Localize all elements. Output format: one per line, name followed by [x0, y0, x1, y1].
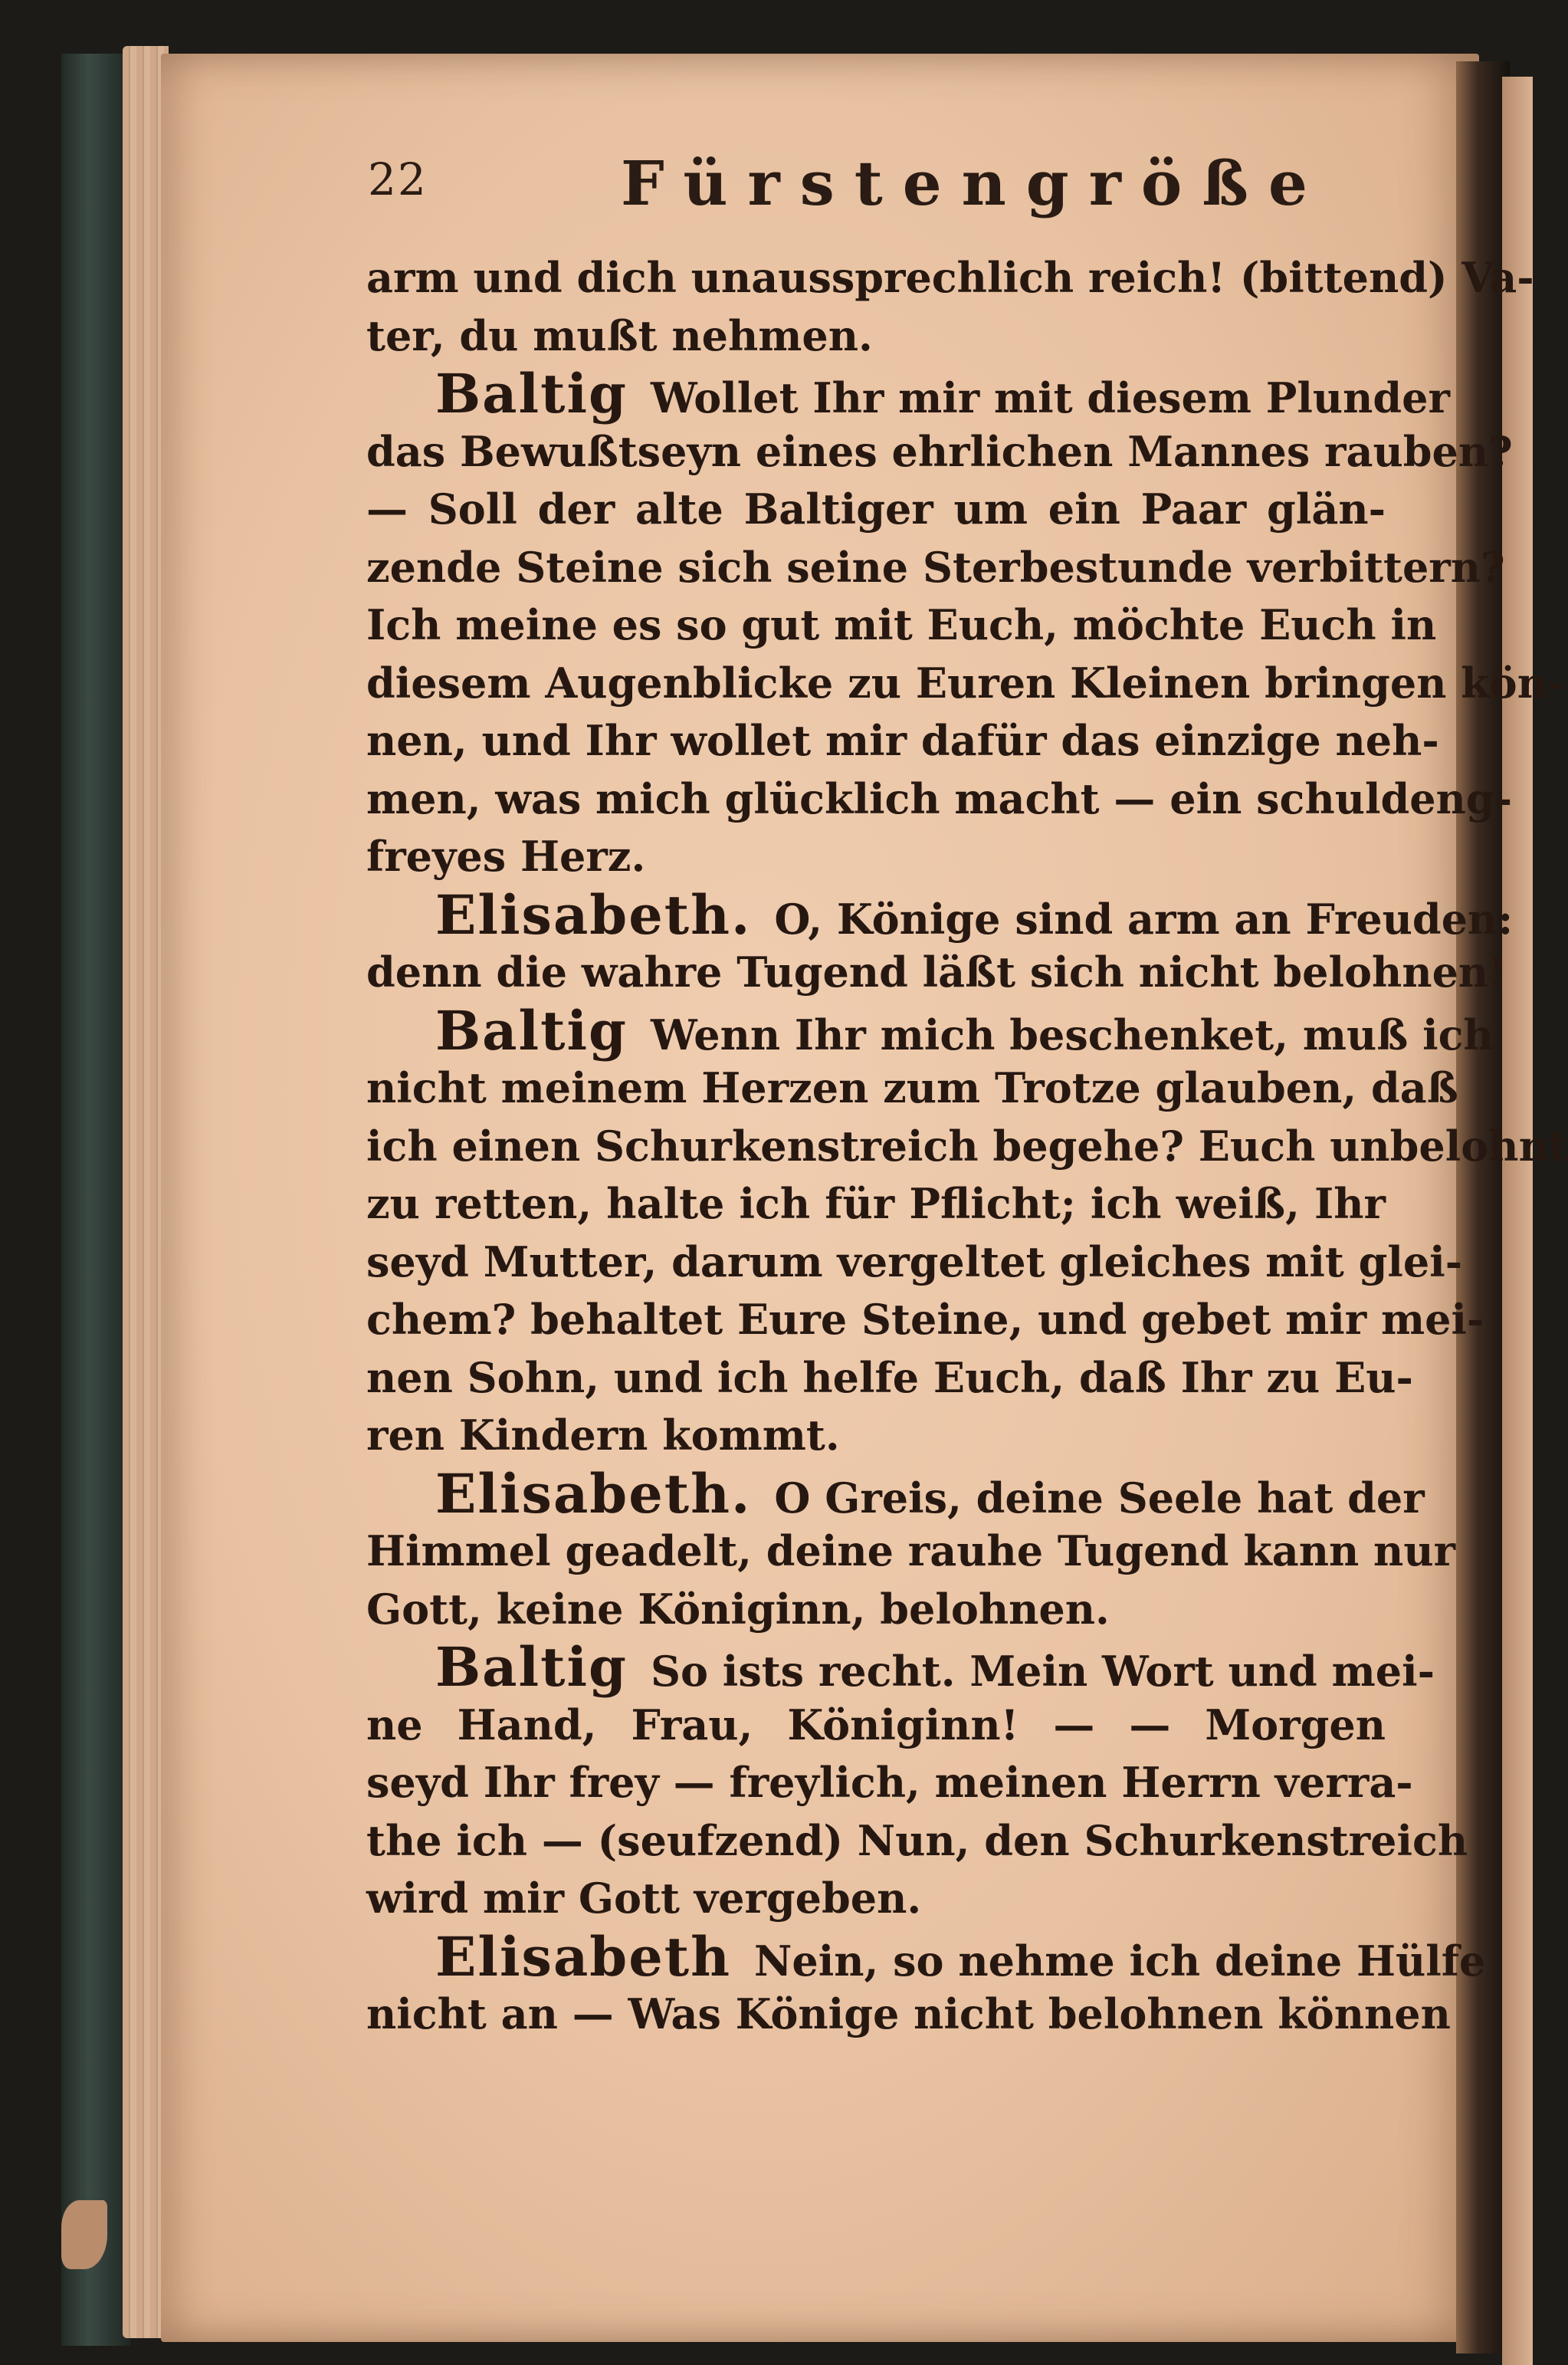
line-text: ich einen Schurkenstreich begehe? Euch unbelohnt: [366, 1121, 1568, 1171]
page-tear: [61, 2200, 107, 2269]
line-text: O Greis, deine Seele hat der: [774, 1473, 1425, 1522]
text-line: [366, 655, 1565, 713]
line-text: diesem Augenblicke zu Euren Kleinen bringen kön-: [366, 658, 1565, 708]
line-text: ren Kindern kommt.: [366, 1411, 840, 1460]
page-number: 22: [368, 153, 428, 205]
text-line: [366, 770, 1513, 829]
line-text: Himmel geadelt, deine rauhe Tugend kann nur: [366, 1526, 1456, 1575]
line-text: wird mir Gott vergeben.: [366, 1874, 922, 1923]
text-line: [366, 423, 1513, 481]
speaker-name: Baltig: [435, 1635, 628, 1699]
line-text: nicht an — Was Könige nicht belohnen können: [366, 1989, 1451, 2038]
line-text: chem? behaltet Eure Steine, und gebet mir mei-: [366, 1295, 1484, 1344]
text-line: [366, 944, 1507, 1002]
text-line: [366, 1291, 1484, 1349]
text-line: [366, 1522, 1456, 1581]
text-line: [366, 712, 1439, 770]
line-text: Wollet Ihr mir mit diesem Plunder: [650, 373, 1450, 422]
speaker-name: Elisabeth.: [435, 1461, 752, 1526]
running-title: Fürstengröße: [621, 147, 1327, 219]
text-line: [366, 362, 1450, 425]
page-text: [366, 249, 1568, 2044]
text-line: [366, 1349, 1413, 1408]
text-line: [366, 1924, 1486, 1989]
speaker-name: Baltig: [435, 362, 628, 425]
text-line: [366, 1581, 1386, 1639]
facing-page-edge: [1502, 77, 1533, 2365]
line-text: ter, du mußt nehmen.: [366, 310, 873, 360]
text-line: [366, 539, 1505, 597]
speaker-name: Elisabeth.: [435, 882, 752, 947]
line-text: nicht meinem Herzen zum Trotze glauben, daß: [366, 1063, 1458, 1112]
line-text: das Bewußtseyn eines ehrlichen Mannes rauben?: [366, 426, 1513, 476]
text-line: [366, 481, 1386, 539]
text-line: [366, 998, 1494, 1063]
text-line: [366, 1059, 1458, 1118]
text-line: [366, 1118, 1568, 1176]
text-line: [366, 1175, 1386, 1233]
line-text: nen Sohn, und ich helfe Euch, daß Ihr zu Eu-: [366, 1352, 1413, 1402]
line-text: denn die wahre Tugend läßt sich nicht belohnen!: [366, 948, 1507, 997]
line-text: O, Könige sind arm an Freuden:: [774, 894, 1514, 944]
line-text: seyd Mutter, darum vergeltet gleiches mit glei-: [366, 1237, 1463, 1286]
line-text: seyd Ihr frey — freylich, meinen Herrn verra-: [366, 1758, 1413, 1807]
line-text: arm und dich unaussprechlich reich! (bittend) Va-: [366, 253, 1534, 302]
text-line: [366, 1635, 1435, 1699]
text-line: [366, 1697, 1386, 1755]
line-text: Gott, keine Königinn, belohnen.: [366, 1584, 1110, 1634]
line-text: men, was mich glücklich macht — ein schuldeng-: [366, 774, 1513, 823]
text-line: [366, 1986, 1451, 2044]
line-text: Ich meine es so gut mit Euch, möchte Euch in: [366, 600, 1437, 649]
line-text: zende Steine sich seine Sterbestunde verbittern?: [366, 542, 1505, 592]
page-header: [368, 147, 1441, 222]
text-line: [366, 882, 1514, 947]
line-text: Wenn Ihr mich beschenket, muß ich: [650, 1010, 1494, 1059]
text-line: [366, 249, 1534, 307]
line-text: zu retten, halte ich für Pflicht; ich weiß, Ihr: [366, 1179, 1386, 1228]
text-line: [366, 1461, 1425, 1526]
line-text: freyes Herz.: [366, 832, 646, 881]
speaker-name: Baltig: [435, 998, 628, 1063]
line-text: nen, und Ihr wollet mir dafür das einzige neh-: [366, 716, 1439, 765]
text-line: [366, 1870, 1386, 1928]
text-line: [366, 307, 1386, 366]
text-line: [366, 1233, 1463, 1292]
line-text: So ists recht. Mein Wort und mei-: [650, 1647, 1435, 1696]
speaker-name: Elisabeth: [435, 1924, 732, 1989]
text-line: [366, 828, 1386, 886]
text-line: [366, 1407, 1386, 1465]
line-text: — Soll der alte Baltiger um ein Paar glän-: [366, 484, 1386, 534]
line-text: the ich — (seufzend) Nun, den Schurkenstreich: [366, 1815, 1468, 1865]
text-line: [366, 596, 1437, 655]
text-line: [366, 1812, 1468, 1871]
text-line: [366, 1754, 1413, 1812]
line-text: ne Hand, Frau, Königinn! — — Morgen: [366, 1700, 1386, 1749]
book-binding: [61, 54, 130, 2346]
line-text: Nein, so nehme ich deine Hülfe: [754, 1936, 1486, 1986]
